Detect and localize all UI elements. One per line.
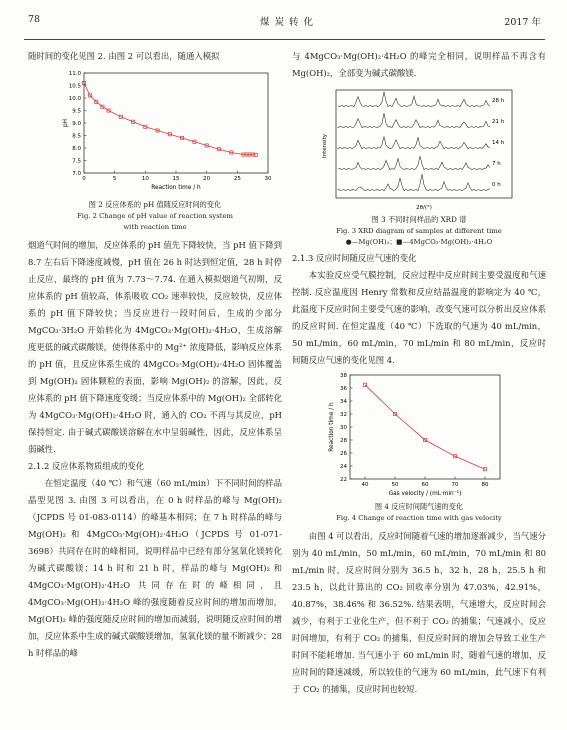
- fig3-label-0h: 0 h: [492, 182, 501, 188]
- chart4-y-tick-label: 22: [340, 477, 347, 483]
- xrd-curve: [338, 113, 490, 128]
- chart4-y-tick-label: 30: [340, 425, 347, 431]
- fig4-caption-en: Fig. 4 Change of reaction time with gas velocity: [336, 514, 502, 522]
- chart2-y-tick-label: 9.5: [72, 108, 81, 115]
- chart4-y-tick-label: 38: [340, 373, 347, 379]
- journal-name: 煤 炭 转 化: [260, 17, 315, 28]
- chart2-x-tick-label: 20: [203, 176, 211, 182]
- chart4-x-tick-label: 70: [451, 482, 459, 488]
- chart2-x-tick-label: 15: [172, 176, 180, 182]
- chart4-x-tick-label: 40: [361, 482, 369, 488]
- fig3-ylabel: Intensity: [322, 134, 328, 158]
- header-rule: [24, 39, 545, 40]
- chart2-x-tick-label: 30: [264, 176, 272, 182]
- left-para-1: 烟道气时间的增加，反应体系的 pH 值先下降较快，当 pH 值下降到 8.7 左右后下降速度减慢，pH 值在 26 h 时达到恒定值，28 h 时停止反应，最终的 pH 值为 7.73～7.74. 在通入模拟烟道气初期，反应体系的 pH 值较高，体系吸收 CO₂ 速率较快，反应较快，反应体系的 pH 值下降较快；当反应进行一段时间后，生成的少部分 MgCO₃·3H₂O 开始转化为 4MgCO₃·Mg(OH)₂·4H₂O，生成溶解度更低的碱式碳酸镁，使得体系中的 Mg²⁺ 浓度降低，影响反应体系的 pH 值，且反应体系生成的 4MgCO₃·Mg(OH)₂·4H₂O 固体覆盖到 Mg(OH)₂ 固体颗粒的表面，影响 Mg(OH)₂ 的溶解，因此，反应体系的 pH 值下降速度变缓；当反应体系中的 Mg(OH)₂ 全部转化为 4MgCO₃·Mg(OH)₂·4H₂O 时，通入的 CO₂ 不再与其反应，pH 保持恒定. 由于碱式碳酸镁溶解在水中呈弱碱性，因此，反应体系呈弱碱性.: [28, 240, 282, 454]
- fig4-gas-velocity-chart: [292, 369, 546, 501]
- chart2-x-tick-label: 25: [233, 176, 241, 182]
- chart2-x-tick-label: 10: [141, 176, 149, 182]
- chart4-y-tick-label: 34: [340, 399, 347, 405]
- chart2-y-tick-label: 11.0: [68, 71, 81, 77]
- chart4-x-tick-label: 60: [421, 482, 429, 488]
- chart2-y-tick-label: 7.0: [72, 171, 81, 177]
- fig3-label-14h: 14 h: [492, 140, 505, 146]
- chart2-series-line: [84, 83, 256, 155]
- chart4-x-tick-label: 50: [391, 482, 399, 488]
- chart2-y-tick-label: 8.5: [72, 133, 81, 140]
- chart4-y-tick-label: 26: [340, 451, 347, 457]
- chart4-xlabel: Gas velocity / (mL·min⁻¹): [388, 491, 462, 497]
- chart4-y-tick-label: 32: [340, 412, 347, 418]
- fig3-label-28h: 28 h: [492, 98, 505, 104]
- chart2-plot-frame: [84, 73, 268, 173]
- fig2-caption-en-1: Fig. 2 Change of pH value of reaction system: [77, 212, 233, 220]
- fig2-ph-chart: [28, 65, 282, 195]
- page-number: 78: [28, 14, 41, 25]
- chart2-y-tick-label: 10.0: [68, 96, 81, 102]
- journal-year: 2017 年: [504, 17, 541, 28]
- right-para-4: 由图 4 可以看出，反应时间随着气速的增加逐渐减少，当气速分别为 40 mL/min，50 mL/min，60 mL/min，70 mL/min 和 80 mL/min 时，反应时间分别为 36.5 h，32 h，28 h，25.5 h 和 23.5 h，以此计算出的 CO₂ 回收率分别为 47.03%，42.91%，40.87%，38.46% 和 36.52%. 结果表明，气速增大，反应时间会减少，有利于工业化生产，但不利于 CO₂ 的捕集；气速减小，反应时间增加，有利于 CO₂ 的捕集，但反应时间的增加会导致工业生产时间不能耗增加. 当气速小于 60 mL/min 时，随着气速的增加，反应时间的降速减缓，所以较佳的气速为 60 mL/min，此气速下有利于 CO₂ 的捕集，反应时间也较短.: [292, 531, 546, 694]
- chart2-y-tick-label: 10.5: [68, 83, 81, 90]
- chart2-ylabel: pH: [63, 118, 69, 128]
- chart4-x-tick-label: 80: [481, 482, 489, 488]
- chart2-xlabel: Reaction time / h: [151, 185, 201, 191]
- fig4-caption-zh: 图 4 反应时间随气速的变化: [374, 502, 464, 511]
- fig3-curves: [338, 92, 490, 191]
- fig3-legend: ●—Mg(OH)₂；■—4MgCO₃·Mg(OH)₂·4H₂O: [345, 238, 493, 246]
- chart4-y-tick-label: 24: [340, 464, 347, 470]
- fig3-label-21h: 21 h: [492, 119, 505, 125]
- chart2-x-tick-label: 0: [82, 176, 86, 182]
- xrd-curve: [338, 136, 490, 148]
- fig3-caption-en: Fig. 3 XRD diagram of samples at different time: [336, 227, 502, 235]
- page-header: [0, 0, 567, 40]
- fig2-caption-zh: 图 2 反应体系的 pH 值随反应时间的变化: [88, 200, 222, 209]
- chart4-y-tick-label: 36: [340, 386, 347, 392]
- right-column: [292, 48, 546, 698]
- chart2-x-tick-label: 5: [112, 176, 117, 182]
- fig2-caption-en-2: with reaction time: [123, 223, 187, 231]
- xrd-curve: [338, 92, 490, 107]
- left-column: [28, 48, 282, 662]
- fig3-xlabel: 2θ/(°): [416, 205, 432, 211]
- xrd-curve: [338, 156, 490, 170]
- chart4-y-tick-label: 28: [340, 438, 347, 444]
- left-lead-text: 随时间的变化见图 2. 由图 2 可以看出，随通入模拟: [28, 51, 220, 61]
- section-2-1-2-heading: 2.1.2 反应体系物质组成的变化: [28, 461, 145, 471]
- chart4-series-line: [365, 385, 485, 470]
- chart4-plot-frame: [350, 375, 500, 479]
- section-2-1-3-heading: 2.1.3 反应时间随反应气速的变化: [292, 253, 417, 263]
- left-para-2: 在恒定温度（40 ℃）和气速（60 mL/min）下不同时间的样品晶型见图 3. 由图 3 可以看出，在 0 h 时样品的峰与 Mg(OH)₂（JCPDS 号 01-083-0114）的峰基本相同；在 7 h 时样品的峰与 Mg(OH)₂ 和 4MgCO₃·Mg(OH)₂·4H₂O（JCPDS 号 01-071-3698）共同存在时的峰相同，说明样品中已经有部分氢氧化镁转化为碱式碳酸镁；14 h 时和 21 h 时，样品的峰与 Mg(OH)₂ 和 4MgCO₃·Mg(OH)₂·4H₂O 共同存在时的峰相同，且 4MgCO₃·Mg(OH)₂·4H₂O 峰的强度随着反应时间的增加而增加，Mg(OH)₂ 峰的强度随反应时间的增加而减弱，说明随反应时间的增加，反应体系中生成的碱式碳酸镁增加，氢氧化镁的量不断减少；28 h 时样品的峰: [28, 478, 282, 658]
- chart4-ylabel: Reaction time / h: [329, 402, 335, 452]
- right-para-3: 本实验反应受气膜控制，反应过程中反应时间主要受温度和气速控制. 反应温度因 Henry 常数和反应结晶温度的影响定为 40 ℃，此温度下反应时间主要受气速的影响，改变气速可以分析出反应体系的反应时间. 在恒定温度（40 ℃）下选取的气速为 40 mL/min，50 mL/min，60 mL/min，70 mL/min 和 80 mL/min，反应时间随反应气速的变化见图 4.: [292, 270, 546, 365]
- chart2-y-tick-label: 8.0: [72, 146, 81, 152]
- fig3-caption-zh: 图 3 不同时间样品的 XRD 谱: [371, 215, 467, 224]
- chart2-y-tick-label: 9.0: [72, 121, 81, 127]
- right-lead-text: 与 4MgCO₃·Mg(OH)₂·4H₂O 的峰完全相同，说明样品不再含有 Mg(OH)₂，全部变为碱式碳酸镁.: [292, 51, 546, 78]
- fig3-label-7h: 7 h: [492, 161, 501, 167]
- xrd-curve: [338, 174, 490, 191]
- fig3-xrd-diagram: [292, 86, 546, 214]
- chart2-y-tick-label: 7.5: [72, 158, 81, 165]
